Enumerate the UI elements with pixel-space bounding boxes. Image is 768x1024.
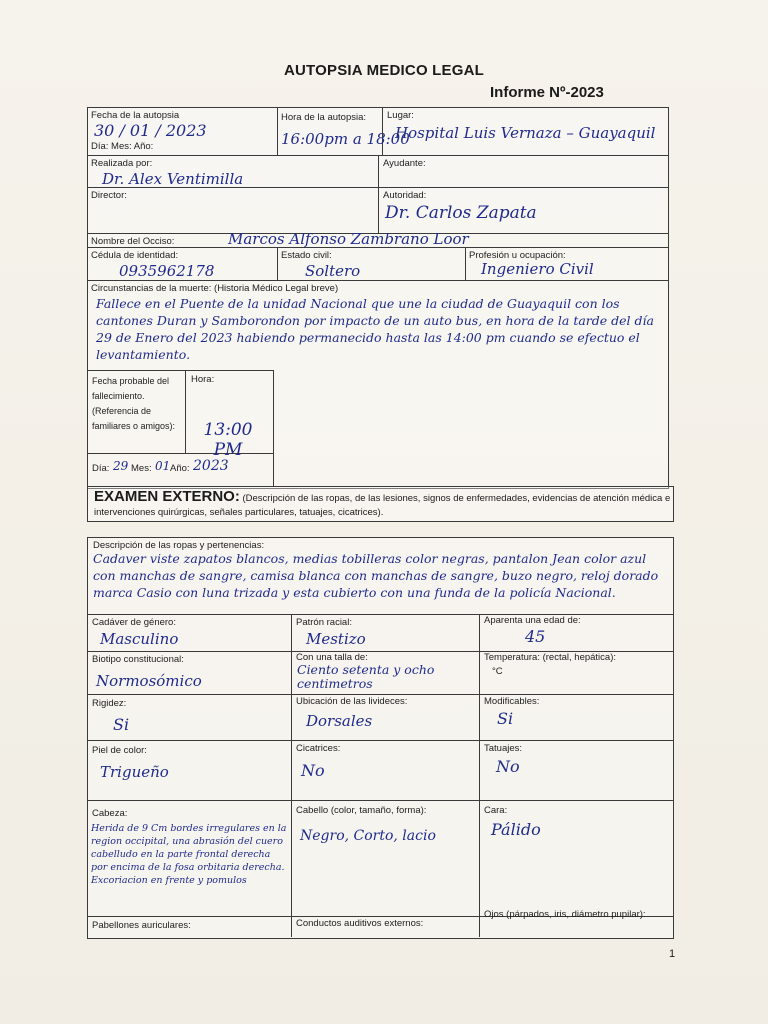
livideces-label: Ubicación de las livideces: bbox=[296, 696, 408, 707]
fecha-autopsia-sublabel: Día: Mes: Año: bbox=[91, 141, 154, 152]
cicatrices-value: No bbox=[301, 761, 325, 780]
dia-label: Día: bbox=[92, 463, 110, 474]
lugar-value: Hospital Luis Vernaza – Guayaquil bbox=[395, 124, 656, 142]
autoridad-value: Dr. Carlos Zapata bbox=[385, 203, 537, 223]
examen-description: (Descripción de las ropas, de las lesiones, signos de enfermedades, evidencias de atención médica e intervenciones quirúrgicas, señales particulares, tatuajes, cicatrices). bbox=[94, 493, 671, 518]
mes-value: 01 bbox=[155, 459, 171, 473]
patron-value: Mestizo bbox=[306, 630, 366, 648]
cedula-value: 0935962178 bbox=[119, 262, 215, 280]
mes-label: Mes: bbox=[131, 463, 152, 474]
ropas-value: Cadaver viste zapatos blancos, medias tobilleras color negras, pantalon Jean color azul con manchas de sangre, camisa blanca con manchas de sangre, buzo negro, reloj dorado marca Casio con luna trizada y esta cubierto con una funda de la policía Nacional. bbox=[93, 551, 659, 600]
talla-label: Con una talla de: bbox=[296, 652, 368, 663]
hora-probable-label: Hora: bbox=[191, 374, 215, 385]
ropas-label: Descripción de las ropas y pertenencias: bbox=[93, 540, 265, 551]
livideces-value: Dorsales bbox=[306, 712, 373, 730]
genero-label: Cadáver de género: bbox=[92, 617, 176, 628]
anio-value: 2023 bbox=[193, 458, 229, 474]
cara-label: Cara: bbox=[484, 805, 508, 816]
cabello-value: Negro, Corto, lacio bbox=[300, 828, 436, 844]
conductos-label: Conductos auditivos externos: bbox=[296, 918, 424, 929]
fecha-probable-label: Fecha probable del fallecimiento. (Referencia de familiares o amigos): bbox=[92, 376, 176, 431]
profesion-value: Ingeniero Civil bbox=[481, 260, 594, 278]
edad-label: Aparenta una edad de: bbox=[484, 615, 581, 626]
fecha-autopsia-value: 30 / 01 / 2023 bbox=[94, 121, 207, 140]
ayudante-label: Ayudante: bbox=[383, 158, 426, 169]
hora-autopsia-value: 16:00pm a 18:00 bbox=[281, 130, 410, 148]
piel-value: Trigueño bbox=[100, 763, 169, 781]
pabellones-label: Pabellones auriculares: bbox=[92, 920, 191, 931]
realizada-value: Dr. Alex Ventimilla bbox=[102, 170, 244, 188]
rigidez-value: Si bbox=[113, 715, 130, 734]
temperatura-label: Temperatura: (rectal, hepática): bbox=[484, 652, 617, 663]
hora-autopsia-label: Hora de la autopsia: bbox=[281, 112, 367, 123]
anio-label: Año: bbox=[170, 463, 190, 474]
ojos-label: Ojos (párpados, iris, diámetro pupilar): bbox=[484, 909, 646, 920]
cabello-label: Cabello (color, tamaño, forma): bbox=[296, 805, 427, 816]
temperatura-unit: °C bbox=[492, 666, 503, 677]
cedula-label: Cédula de identidad: bbox=[91, 250, 179, 261]
circunstancias-value: Fallece en el Puente de la unidad Nacional que une la ciudad de Guayaquil con los cantones Duran y Samborondon por impacto de un auto bus, en hora de la tarde del día 29 de Enero del 2023 habiendo permanecido hasta las 14:00 pm cuando se efectuo el levantamiento. bbox=[96, 296, 654, 362]
profesion-label: Profesión u ocupación: bbox=[469, 250, 566, 261]
cabeza-value: Herida de 9 Cm bordes irregulares en la region occipital, una abrasión del cuero cabelludo en la parte frontal derecha por encima de la fosa orbitaria derecha. Excoriacion en frente y pomulos bbox=[91, 823, 287, 886]
director-label: Director: bbox=[91, 190, 127, 201]
examen-heading bbox=[94, 490, 674, 520]
hora-probable-value: 13:00 PM bbox=[203, 420, 253, 460]
biotipo-label: Biotipo constitucional: bbox=[92, 654, 184, 665]
cabeza-label: Cabeza: bbox=[92, 808, 128, 819]
modificables-label: Modificables: bbox=[484, 696, 540, 707]
cara-value: Pálido bbox=[491, 820, 541, 839]
occiso-label: Nombre del Occiso: bbox=[91, 236, 175, 247]
estado-civil-value: Soltero bbox=[305, 262, 361, 280]
autoridad-label: Autoridad: bbox=[383, 190, 427, 201]
rigidez-label: Rigidez: bbox=[92, 698, 127, 709]
biotipo-value: Normosómico bbox=[96, 672, 202, 690]
occiso-value: Marcos Alfonso Zambrano Loor bbox=[228, 230, 469, 248]
document-title: AUTOPSIA MEDICO LEGAL bbox=[283, 62, 485, 79]
piel-label: Piel de color: bbox=[92, 745, 147, 756]
lugar-label: Lugar: bbox=[387, 110, 414, 121]
genero-value: Masculino bbox=[100, 630, 179, 648]
tatuajes-value: No bbox=[496, 757, 520, 776]
patron-label: Patrón racial: bbox=[296, 617, 352, 628]
informe-number: Informe Nº-2023 bbox=[490, 84, 604, 101]
circunstancias-label: Circunstancias de la muerte: (Historia Médico Legal breve) bbox=[91, 283, 339, 294]
tatuajes-label: Tatuajes: bbox=[484, 743, 523, 754]
realizada-label: Realizada por: bbox=[91, 158, 153, 169]
cicatrices-label: Cicatrices: bbox=[296, 743, 341, 754]
estado-civil-label: Estado civil: bbox=[281, 250, 332, 261]
examen-title: EXAMEN EXTERNO: bbox=[94, 488, 240, 505]
modificables-value: Si bbox=[497, 709, 514, 728]
dia-value: 29 bbox=[113, 459, 129, 473]
fecha-autopsia-label: Fecha de la autopsia bbox=[91, 110, 180, 121]
edad-value: 45 bbox=[525, 627, 546, 646]
page-number: 1 bbox=[669, 948, 676, 960]
talla-value: Ciento setenta y ocho centimetros bbox=[297, 662, 435, 691]
